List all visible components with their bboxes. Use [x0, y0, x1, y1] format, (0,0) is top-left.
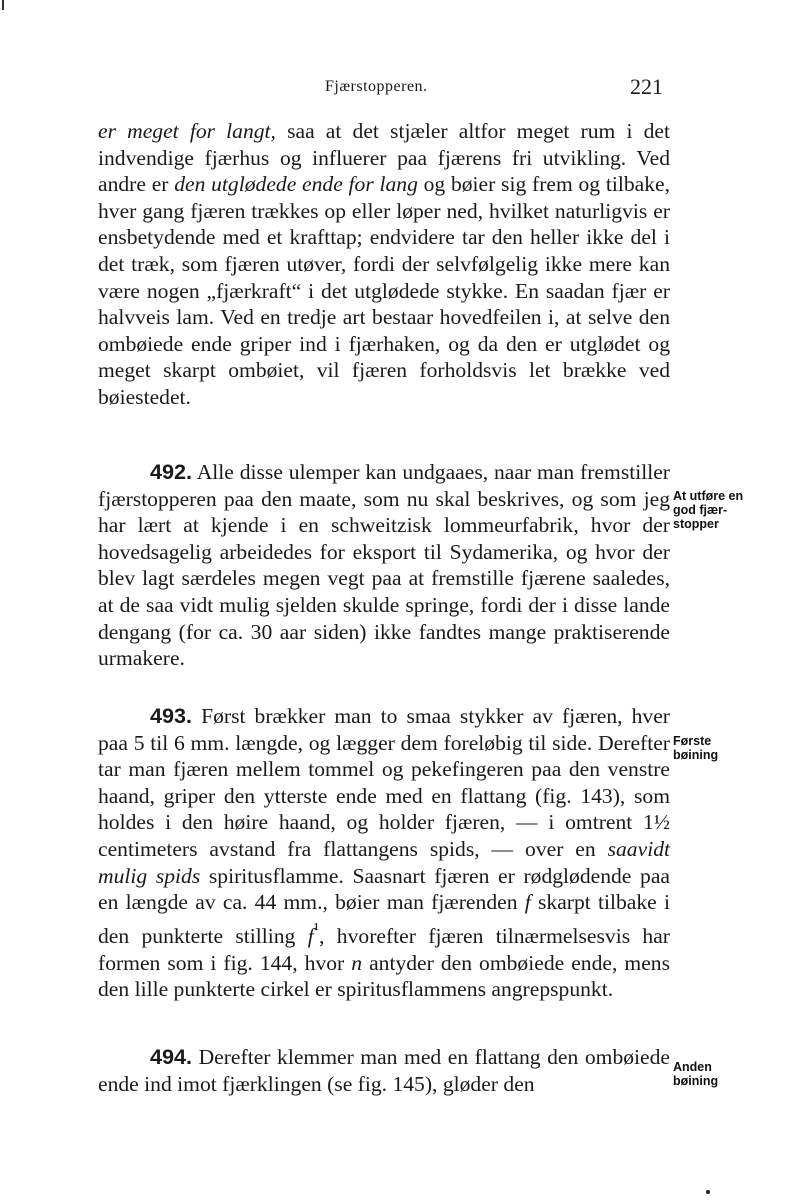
- header-title: Fjærstopperen.: [325, 78, 428, 95]
- emphasis-text: n: [351, 950, 363, 975]
- margin-note-line: god fjær-: [673, 503, 728, 517]
- text-run: spiritusflamme. Saasnart fjæren er rødglødende paa en længde av ca. 44 mm., bøier man fjærenden: [98, 863, 670, 915]
- paragraph-492: [98, 459, 670, 672]
- text-run: , hvorefter fjæren tilnærmelsesvis har formen som i fig. 144, hvor: [98, 923, 670, 975]
- margin-note-494: [673, 1060, 718, 1088]
- paragraph-text: [98, 1044, 670, 1097]
- paragraph-493: [98, 703, 670, 1003]
- paragraph-text: [98, 459, 670, 672]
- emphasis-text: f: [307, 923, 314, 948]
- margin-note-line: stopper: [673, 517, 719, 531]
- paragraph-number: 493.: [150, 703, 193, 728]
- emphasis-text: saavidt mulig spids: [98, 836, 670, 888]
- text-run: saa at det stjæler altfor meget rum i det indvendige fjærhus og influerer paa fjærens fri utvikling. Ved andre er: [98, 119, 670, 197]
- text-run: Først brækker man to smaa stykker av fjæren, hver paa 5 til 6 mm. længde, og lægger dem foreløbig til side. Derefter tar man fjæren mellem tommel og pekefingeren paa den venstre haand, griper den ytterste ende med en flattang (fig. 143), som holdes i den høire haand, og holder fjæren, — i omtrent 1½ centimeters avstand fra flattangens spids, — over en: [98, 704, 670, 861]
- text-run: Derefter klemmer man med en flattang den ombøiede ende ind imot fjærklingen (se fig. 145), gløder den: [98, 1045, 670, 1096]
- paragraph-text: [98, 703, 670, 1003]
- emphasis-text: f: [524, 890, 531, 915]
- paragraph-number: 492.: [150, 459, 193, 484]
- paragraph-494: [98, 1044, 670, 1097]
- text-run: ¹: [313, 918, 320, 939]
- paragraph-number: 494.: [150, 1044, 193, 1069]
- margin-note-line: At utføre en: [673, 489, 744, 503]
- margin-note-line: bøining: [673, 748, 719, 762]
- paragraph-text: [98, 118, 670, 411]
- running-header: [0, 74, 792, 104]
- emphasis-text: den utglødede ende for lang: [174, 172, 418, 197]
- page-number: 221: [630, 74, 663, 99]
- margin-note-line: bøining: [673, 1074, 719, 1088]
- text-run: antyder den ombøiede ende, mens den lille punkterte cirkel er spiritusflammens angrepspunkt.: [98, 950, 670, 1002]
- page-edge-mark: [2, 0, 4, 10]
- text-run: skarpt tilbake i den punkterte stilling: [98, 890, 671, 948]
- margin-note-line: Anden: [673, 1060, 712, 1074]
- emphasis-text: er meget for langt,: [98, 119, 276, 143]
- ink-dot: [706, 1190, 710, 1194]
- margin-note-493: [673, 734, 718, 762]
- margin-note-492: [673, 489, 743, 531]
- paragraph-continued: [98, 118, 670, 411]
- text-run: og bøier sig frem og tilbake, hver gang fjæren trækkes op eller løper ned, hvilket naturligvis er ensbetydende med et krafttap; endvidere tar den heller ikke del i det træk, som fjæren utøver, fordi der selvfølgelig ikke mere kan være nogen „fjærkraft“ i det utglødede stykke. En saadan fjær er halvveis lam. Ved en tredje art bestaar hovedfeilen i, at selve den ombøiede ende griper ind i fjærhaken, og da den er utglødet og meget skarpt ombøiet, vil fjæren forholdsvis let brække ved bøiestedet.: [98, 172, 670, 409]
- text-run: Alle disse ulemper kan undgaaes, naar man fremstiller fjærstopperen paa den maate, som nu skal beskrives, og som jeg har lært at kjende i en schweitzisk lommeurfabrik, hvor der hovedsagelig arbeidedes for eksport til Sydamerika, og hvor der blev lagt særdeles megen vegt paa at fremstille fjærene saaledes, at de saa vidt mulig sjelden skulde springe, fordi der i disse lande dengang (for ca. 30 aar siden) ikke fandtes mange praktiserende urmakere.: [98, 460, 670, 671]
- margin-note-line: Første: [673, 734, 712, 748]
